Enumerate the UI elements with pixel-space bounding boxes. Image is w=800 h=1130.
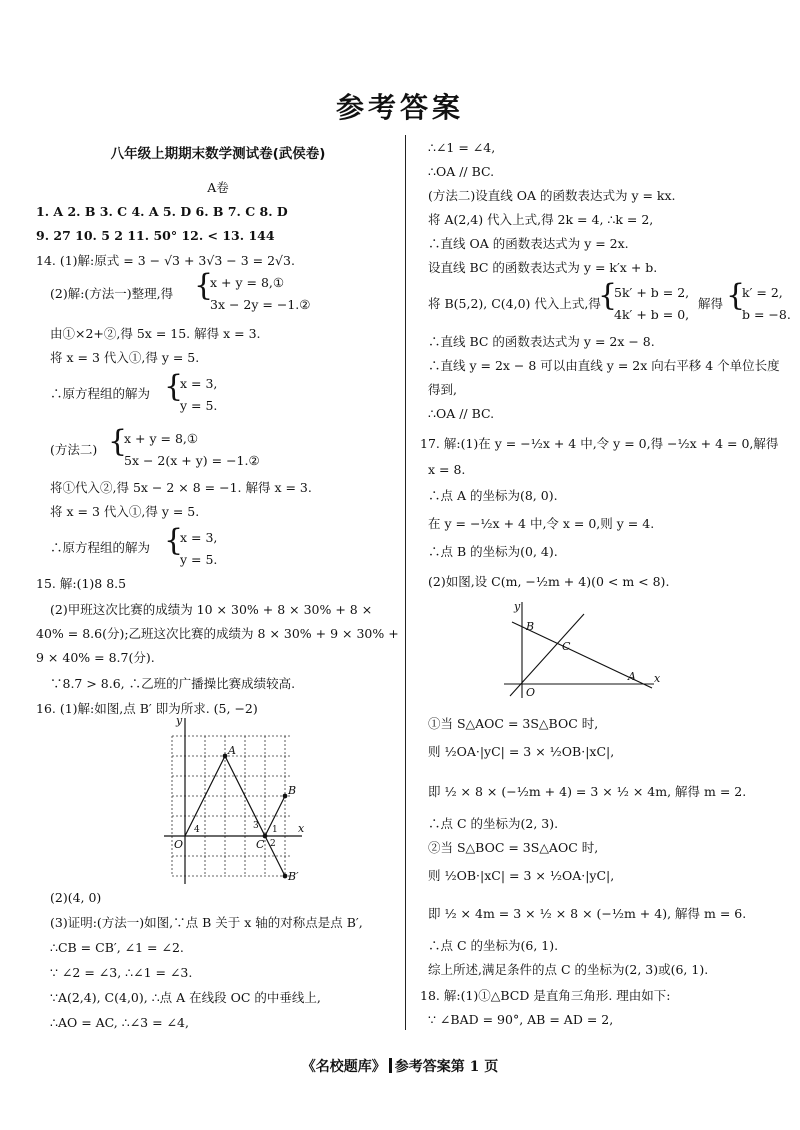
q14-step1: 由①×2+②,得 5x = 15. 解得 x = 3. xyxy=(50,326,261,341)
r-eq1: 5k′ + b = 2, xyxy=(614,285,690,300)
q16-part2: (2)(4, 0) xyxy=(50,890,102,905)
q15-part1: 15. 解:(1)8 8.5 xyxy=(36,576,127,591)
q14-method1-intro: (2)解:(方法一)整理,得 xyxy=(50,286,174,301)
origin-label: O xyxy=(526,686,536,699)
page-footer xyxy=(0,1056,800,1076)
r-line-19: 则 ½OA·|yC| = 3 × ½OB·|xC|, xyxy=(428,744,615,759)
system-brace: { xyxy=(164,523,184,558)
r-line-22: ②当 S△BOC = 3S△AOC 时, xyxy=(428,840,599,855)
r-line-9: ∴直线 y = 2x − 8 可以由直线 y = 2x 向右平移 4 个单位长度 xyxy=(428,358,780,373)
q16-step3: ∵A(2,4), C(4,0), ∴点 A 在线段 OC 的中垂线上, xyxy=(50,990,321,1005)
r-line-26: 综上所述,满足条件的点 C 的坐标为(2, 3)或(6, 1). xyxy=(428,962,709,977)
footer-separator xyxy=(389,1058,392,1073)
q14-method2-intro: (方法二) xyxy=(50,442,98,457)
section-a-heading: A卷 xyxy=(207,180,229,195)
label-a: A xyxy=(228,744,236,757)
r-line-25: ∴点 C 的坐标为(6, 1). xyxy=(428,938,559,953)
q17-line-figure xyxy=(504,600,664,700)
q14-part1: 14. (1)解:原式 = 3 − √3 + 3√3 − 3 = 2√3. xyxy=(36,253,295,268)
q14-m2-step2: 将 x = 3 代入①,得 y = 5. xyxy=(50,504,200,519)
r-line-1: ∴∠1 = ∠4, xyxy=(428,140,496,155)
r-line-7-intro: 将 B(5,2), C(4,0) 代入上式,得 xyxy=(428,296,601,311)
q14-sol-y: y = 5. xyxy=(180,398,218,413)
r-line-2: ∴OA // BC. xyxy=(428,164,495,179)
exam-title: 八年级上期期末数学测试卷(武侯卷) xyxy=(110,146,326,162)
label-b: B xyxy=(526,620,535,633)
r-line-18: ①当 S△AOC = 3S△BOC 时, xyxy=(428,716,599,731)
r-line-6: 设直线 BC 的函数表达式为 y = k′x + b. xyxy=(428,260,658,275)
q14-m2-eq1: x + y = 8,① xyxy=(124,431,199,446)
answer-line-1: 1. A 2. B 3. C 4. A 5. D 6. B 7. C 8. D xyxy=(36,204,288,219)
footer-book-title: 《名校题库》 xyxy=(301,1059,386,1075)
origin-label: O xyxy=(174,838,184,851)
r-line-28: ∵ ∠BAD = 90°, AB = AD = 2, xyxy=(428,1012,614,1027)
r-line-15: 在 y = −½x + 4 中,令 x = 0,则 y = 4. xyxy=(428,516,655,531)
q16-part3-intro: (3)证明:(方法一)如图,∵点 B 关于 x 轴的对称点是点 B′, xyxy=(50,915,363,930)
q16-step2: ∵ ∠2 = ∠3, ∴∠1 = ∠3. xyxy=(50,965,193,980)
q16-step4: ∴AO = AC, ∴∠3 = ∠4, xyxy=(50,1015,189,1030)
footer-page-number: 参考答案第 1 页 xyxy=(394,1059,499,1075)
r-eq2: 4k′ + b = 0, xyxy=(614,307,690,322)
x-axis-label: x xyxy=(654,672,661,685)
r-solve-label: 解得 xyxy=(698,296,724,311)
r-line-13: x = 8. xyxy=(428,462,466,477)
angle-1-label: 1 xyxy=(272,825,278,835)
r-sol1: k′ = 2, xyxy=(742,285,783,300)
q14-m2-eq2: 5x − 2(x + y) = −1.② xyxy=(124,453,260,468)
label-b: B xyxy=(288,784,297,797)
label-c: C xyxy=(256,838,265,851)
q14-m2-step1: 将①代入②,得 5x − 2 × 8 = −1. 解得 x = 3. xyxy=(50,480,312,495)
r-line-11: ∴OA // BC. xyxy=(428,406,495,421)
q18-part1: 18. 解:(1)①△BCD 是直角三角形. 理由如下: xyxy=(420,988,671,1003)
label-c: C xyxy=(562,640,571,653)
angle-3-label: 3 xyxy=(253,821,259,831)
r-line-21: ∴点 C 的坐标为(2, 3). xyxy=(428,816,559,831)
r-line-14: ∴点 A 的坐标为(8, 0). xyxy=(428,488,558,503)
angle-2-label: 2 xyxy=(270,839,276,849)
r-line-8: ∴直线 BC 的函数表达式为 y = 2x − 8. xyxy=(428,334,655,349)
system-brace: { xyxy=(726,278,746,313)
r-line-24: 即 ½ × 4m = 3 × ½ × 8 × (−½m + 4), 解得 m = 6. xyxy=(428,906,747,921)
point-a xyxy=(223,754,228,759)
point-b xyxy=(283,794,288,799)
q16-part1: 16. (1)解:如图,点 B′ 即为所求. (5, −2) xyxy=(36,701,258,716)
r-line-4: 将 A(2,4) 代入上式,得 2k = 4, ∴k = 2, xyxy=(428,212,654,227)
q16-step1: ∴CB = CB′, ∠1 = ∠2. xyxy=(50,940,184,955)
r-line-16: ∴点 B 的坐标为(0, 4). xyxy=(428,544,558,559)
q14-step2: 将 x = 3 代入①,得 y = 5. xyxy=(50,350,200,365)
y-axis-label: y xyxy=(514,600,521,613)
r-line-17: (2)如图,设 C(m, −½m + 4)(0 < m < 8). xyxy=(428,574,670,589)
q14-m2-sol-y: y = 5. xyxy=(180,552,218,567)
r-line-23: 则 ½OB·|xC| = 3 × ½OA·|yC|, xyxy=(428,868,615,883)
r-line-5: ∴直线 OA 的函数表达式为 y = 2x. xyxy=(428,236,629,251)
q14-eq1: x + y = 8,① xyxy=(210,275,285,290)
system-brace: { xyxy=(108,424,128,459)
q14-m2-solution-label: ∴原方程组的解为 xyxy=(50,540,151,555)
y-axis-label: y xyxy=(176,714,183,727)
q14-eq2: 3x − 2y = −1.② xyxy=(210,297,311,312)
angle-4-label: 4 xyxy=(194,825,200,835)
system-brace: { xyxy=(194,268,214,303)
r-line-20: 即 ½ × 8 × (−½m + 4) = 3 × ½ × 4m, 解得 m = 2. xyxy=(428,784,747,799)
r-line-10: 得到, xyxy=(428,382,457,397)
label-a: A xyxy=(628,670,636,683)
q14-solution-label: ∴原方程组的解为 xyxy=(50,386,151,401)
q15-part2-line1: (2)甲班这次比赛的成绩为 10 × 30% + 8 × 30% + 8 × xyxy=(50,602,373,617)
q15-part2-line2: 40% = 8.6(分);乙班这次比赛的成绩为 8 × 30% + 9 × 30% + xyxy=(36,626,399,641)
x-axis-label: x xyxy=(298,822,305,835)
q15-part2-line3: 9 × 40% = 8.7(分). xyxy=(36,650,155,665)
system-brace: { xyxy=(598,278,618,313)
q14-m2-sol-x: x = 3, xyxy=(180,530,218,545)
answer-line-2: 9. 27 10. 5 2 11. 50° 12. < 13. 144 xyxy=(36,228,275,243)
q17-part1: 17. 解:(1)在 y = −½x + 4 中,令 y = 0,得 −½x + 4 = 0,解得 xyxy=(420,436,779,451)
label-b-prime: B′ xyxy=(288,870,299,883)
page-title: 参考答案 xyxy=(335,91,464,124)
r-line-3: (方法二)设直线 OA 的函数表达式为 y = kx. xyxy=(428,188,676,203)
q15-conclusion: ∵8.7 > 8.6, ∴乙班的广播操比赛成绩较高. xyxy=(50,676,296,691)
column-divider xyxy=(405,135,406,1030)
system-brace: { xyxy=(164,369,184,404)
r-sol2: b = −8. xyxy=(742,307,791,322)
q16-grid-figure xyxy=(160,714,310,884)
point-b-prime xyxy=(283,874,288,879)
q14-sol-x: x = 3, xyxy=(180,376,218,391)
